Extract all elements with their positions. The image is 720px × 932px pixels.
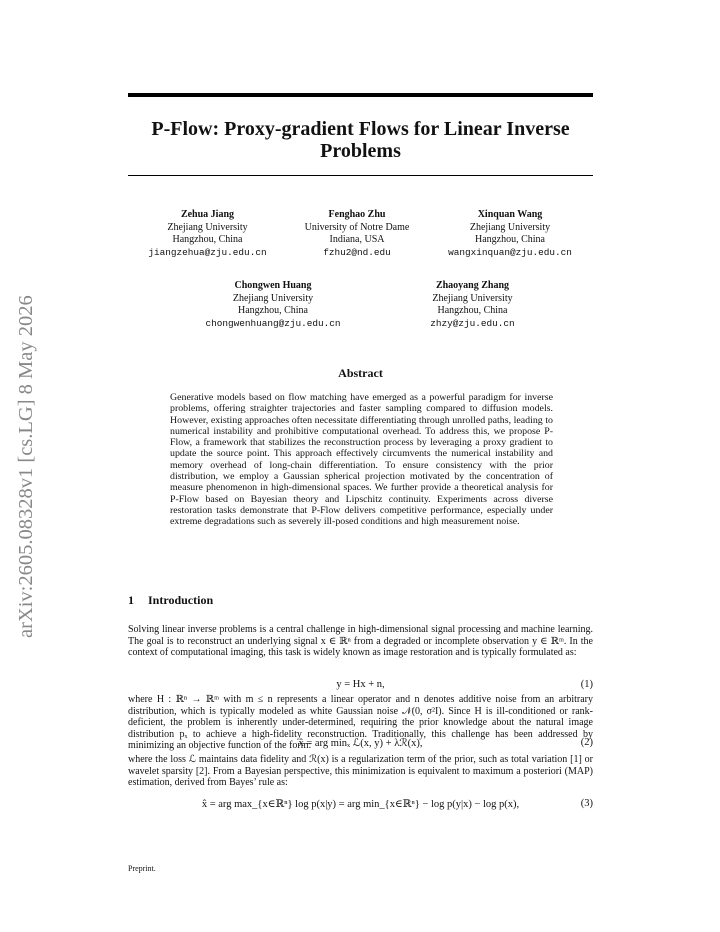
body-paragraph: where H : ℝⁿ → ℝᵐ with m ≤ n represents a linear operator and n denotes additive noise from an arbitrary distribution, which is typically modeled as white Gaussian noise 𝒩(0, σ²I). Since H is ill-conditioned or rank-deficient, the problem is inherently under-determined, requiring the prior knowledge about the natural image distribution pₓ to achieve a high-fidelity reconstruction. Traditionally, this challenge has been addressed by minimizing an objective function of the form: [128, 694, 593, 751]
abstract-text: Generative models based on flow matching have emerged as a powerful paradigm for inverse problems, offering straighter trajectories and faster sampling compared to diffusion models. However, existing approaches often necessitate differentiating through unrolled paths, leading to numerical instability and prohibitive computational overhead. To address this, we propose P-Flow, a framework that stabilizes the reconstruction process by leveraging a proxy gradient to update the source point. This approach effectively circumvents the numerical instability and memory overhead of long-chain differentiation. To ensure consistency with the prior distribution, we employ a Gaussian spherical projection motivated by the concentration of measure phenomenon in high-dimensional spaces. We further provide a theoretical analysis for P-Flow based on Bayesian theory and Lipschitz continuity. Experiments across diverse restoration tasks demonstrate that P-Flow delivers competitive performance, especially under extreme degradations such as severely ill-posed conditions and high measurement noise. [170, 392, 553, 528]
footer-note: Preprint. [128, 864, 156, 873]
author-affiliation: University of Notre Dame [304, 221, 410, 233]
author-location: Hangzhou, China [172, 234, 243, 245]
title-bottom-rule [128, 175, 593, 176]
author-block [400, 280, 545, 330]
author-email: zhzy@zju.edu.cn [430, 317, 515, 329]
equation-expression: y = Hx + n, [336, 679, 385, 690]
arxiv-identifier-text: arXiv:2605.08328v1 [cs.LG] 8 May 2026 [15, 295, 37, 638]
abstract-heading: Abstract [338, 366, 383, 380]
title-top-rule [128, 93, 593, 97]
equation [128, 798, 593, 812]
body-paragraph: where the loss ℒ maintains data fidelity and ℛ(x) is a regularization term of the prior, such as total variation [1] or wavelet sparsity [2]. From a Bayesian perspective, this minimization is equivalent to maximum a posteriori (MAP) estimation, derived from Bayes’ rule as: [128, 754, 593, 788]
author-location: Hangzhou, China [238, 305, 308, 316]
author-email: fzhu2@nd.edu [323, 246, 391, 258]
author-name: Zhaoyang Zhang [435, 280, 510, 291]
equation-expression: x̂ = arg max_{x∈ℝⁿ} log p(x|y) = arg min_{x∈ℝⁿ} − log p(y|x) − log p(x), [201, 799, 520, 810]
author-name: Fenghao Zhu [328, 209, 386, 220]
author-name: Zehua Jiang [180, 209, 235, 220]
equation-number: (2) [580, 737, 593, 748]
author-affiliation: Zhejiang University [232, 292, 314, 304]
author-email: wangxinquan@zju.edu.cn [448, 246, 572, 258]
equation-number: (3) [580, 798, 593, 809]
section-title: Introduction [148, 593, 214, 607]
author-name: Xinquan Wang [477, 209, 543, 220]
author-block [193, 280, 353, 330]
arxiv-identifier [2, 262, 42, 638]
body-paragraph: Solving linear inverse problems is a central challenge in high-dimensional signal processing and machine learning. The goal is to reconstruct an underlying signal x ∈ ℝⁿ from a degraded or incomplete observation y ∈ ℝᵐ. In the context of computational imaging, this task is widely known as image restoration and is typically formulated as: [128, 624, 593, 658]
author-email: chongwenhuang@zju.edu.cn [205, 317, 341, 329]
author-affiliation: Zhejiang University [469, 221, 551, 233]
author-location: Hangzhou, China [475, 234, 545, 245]
equation-expression: x̂ = arg minₓ ℒ(x, y) + λℛ(x), [298, 738, 423, 749]
section-heading [128, 593, 213, 608]
author-email: jiangzehua@zju.edu.cn [148, 246, 267, 258]
paper-title: P-Flow: Proxy-gradient Flows for Linear Inverse Problems [151, 118, 570, 162]
equation [128, 737, 593, 751]
author-block [282, 209, 432, 259]
author-affiliation: Zhejiang University [432, 292, 513, 304]
section-number: 1 [128, 593, 134, 607]
author-location: Indiana, USA [329, 234, 385, 245]
equation [128, 679, 593, 693]
author-name: Chongwen Huang [234, 280, 312, 291]
equation-number: (1) [580, 679, 593, 690]
author-block [430, 209, 590, 259]
author-block [130, 209, 285, 259]
author-location: Hangzhou, China [437, 305, 508, 316]
author-affiliation: Zhejiang University [167, 221, 248, 233]
